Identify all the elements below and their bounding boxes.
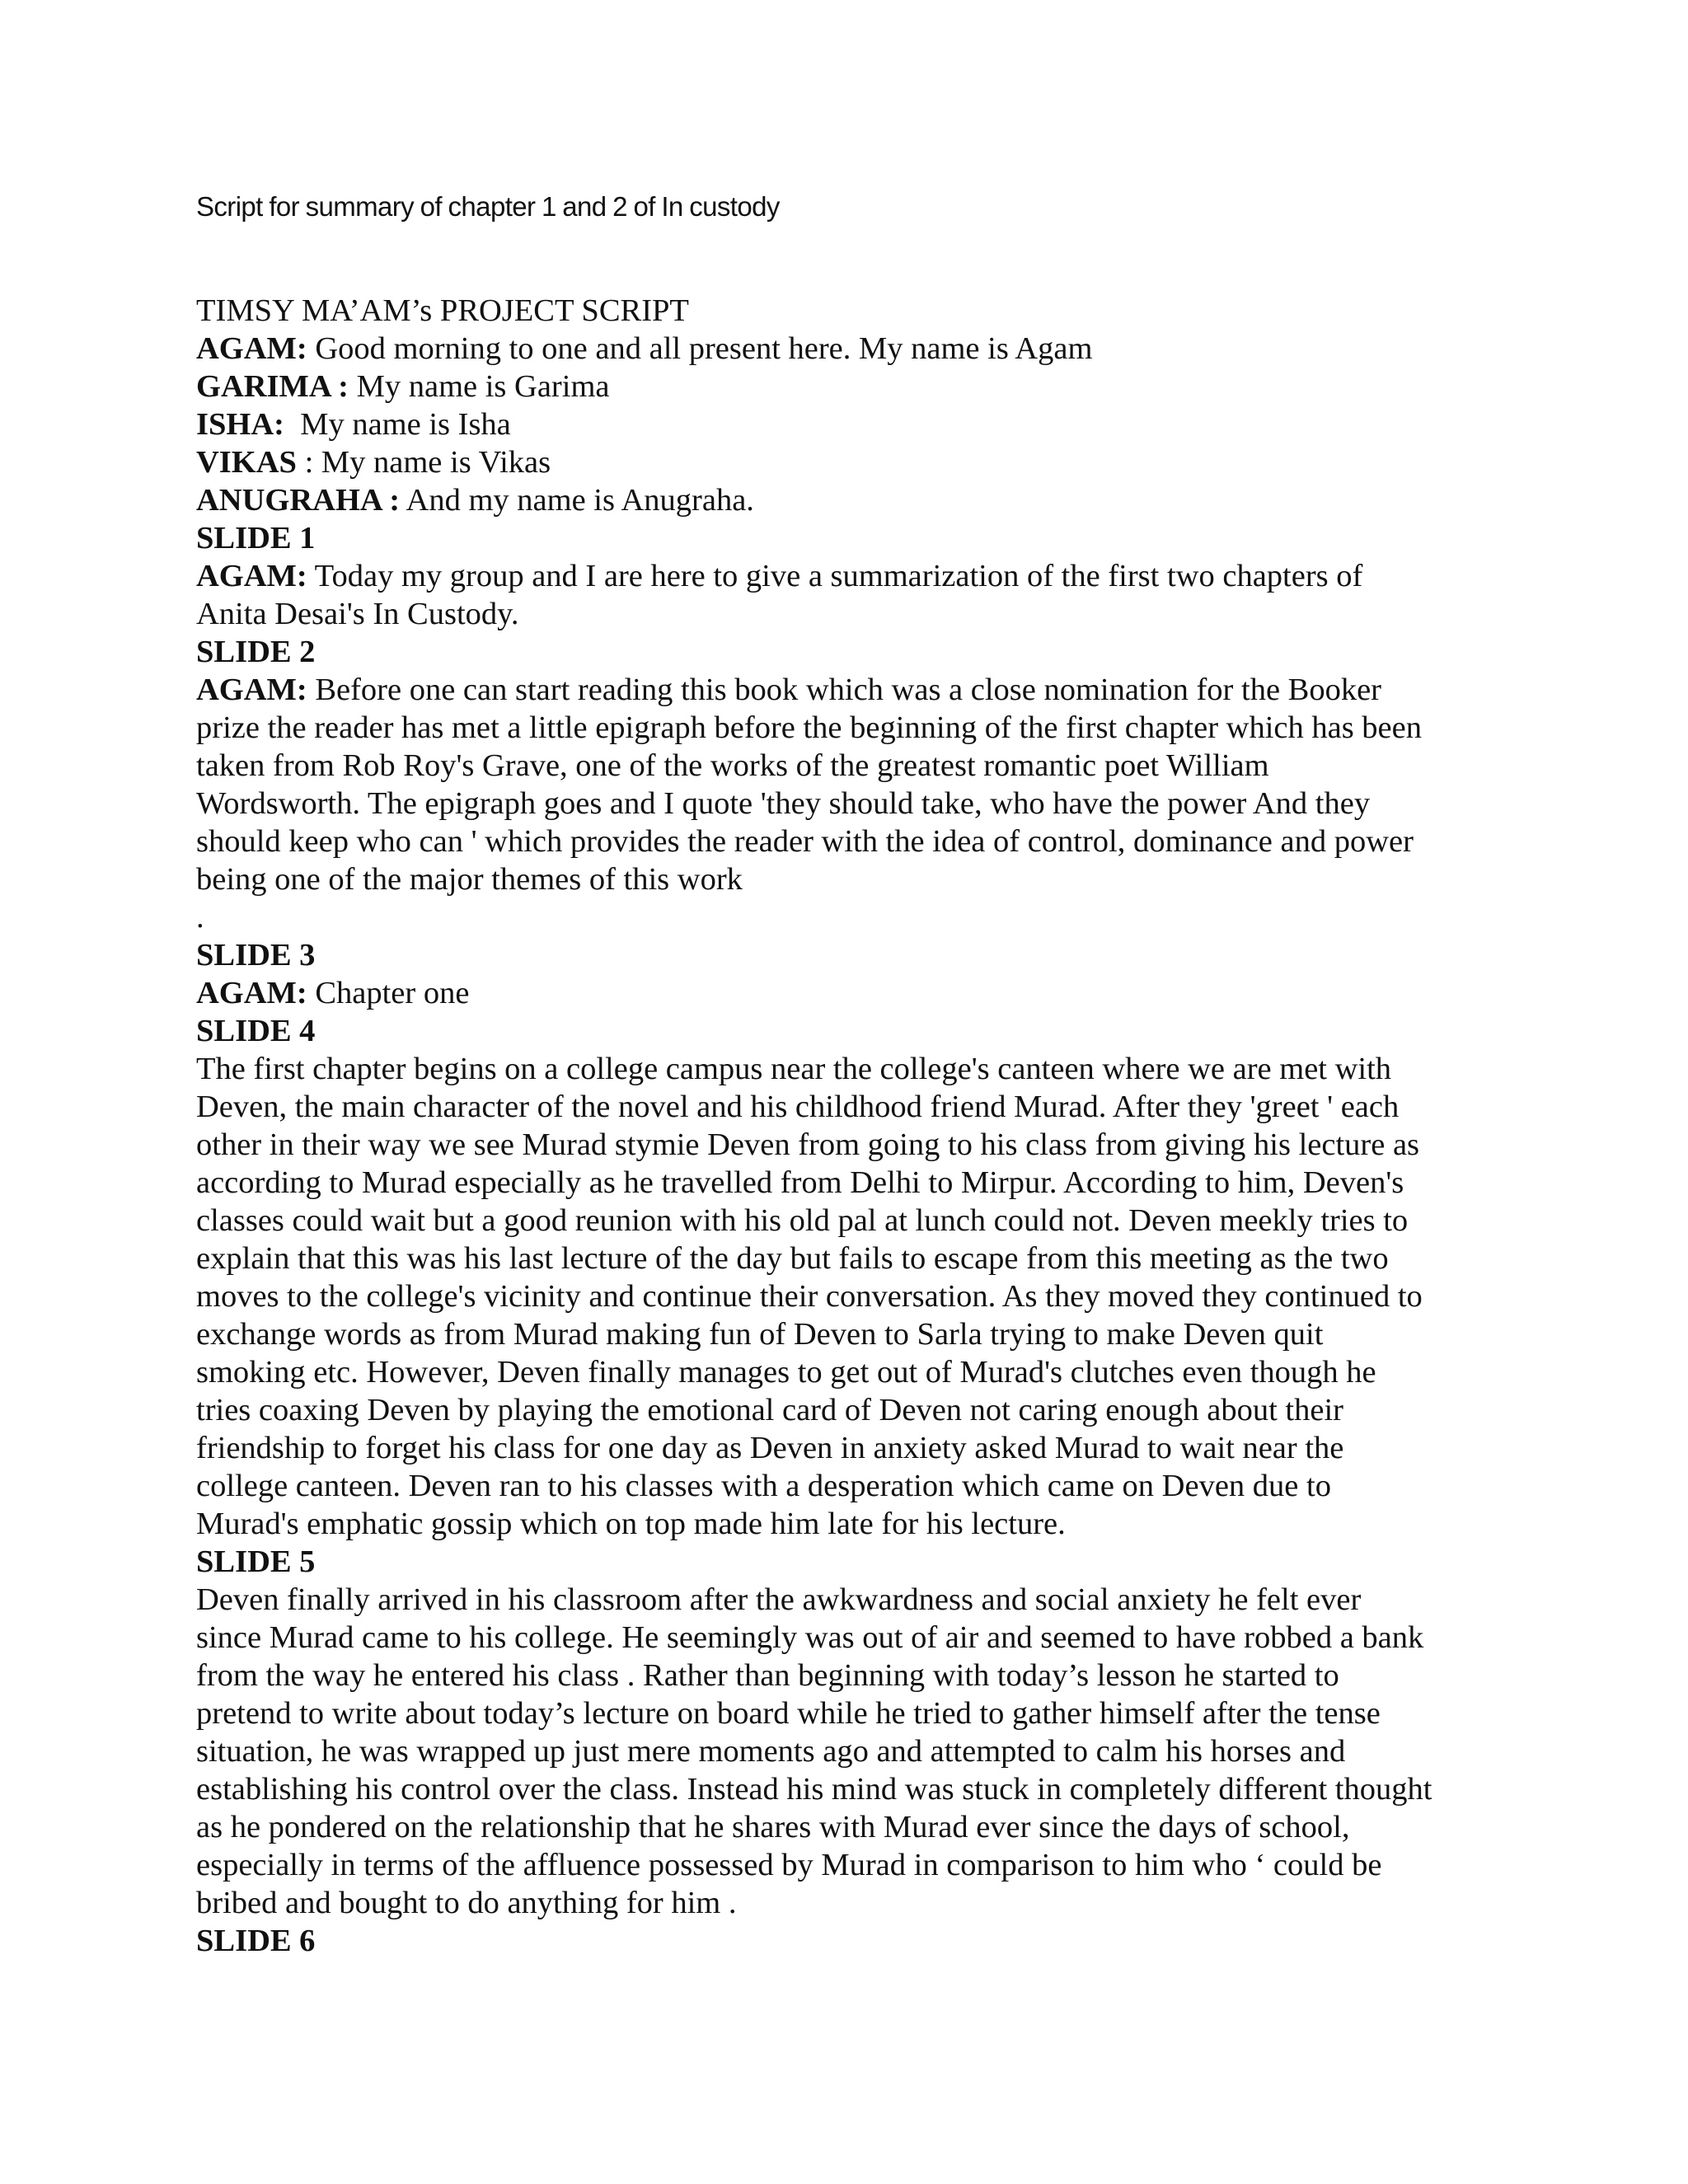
slide-4-line: tries coaxing Deven by playing the emotional card of Deven not caring enough about their — [196, 1393, 1343, 1427]
slide-4-label: SLIDE 4 — [196, 1014, 316, 1048]
intro-line-garima — [196, 368, 1482, 405]
slide-5-label: SLIDE 5 — [196, 1544, 316, 1579]
slide-1-line — [196, 557, 1482, 595]
speaker-name: ISHA: — [196, 407, 284, 442]
speaker-name: GARIMA : — [196, 369, 349, 404]
dialogue-text: And my name is Anugraha. — [400, 483, 754, 518]
slide-1-line: Anita Desai's In Custody. — [196, 597, 519, 631]
script-title: TIMSY MA’AM’s PROJECT SCRIPT — [196, 293, 689, 328]
intro-line-anugraha — [196, 481, 1482, 519]
slide-4-line: according to Murad especially as he travelled from Delhi to Mirpur. According to him, Deven's — [196, 1165, 1404, 1200]
speaker-name: AGAM: — [196, 673, 307, 707]
slide-5-line: situation, he was wrapped up just mere moments ago and attempted to calm his horses and — [196, 1734, 1346, 1769]
slide-4-line: Deven, the main character of the novel and his childhood friend Murad. After they 'greet ' each — [196, 1090, 1400, 1124]
speaker-name: AGAM: — [196, 331, 307, 366]
intro-line-isha — [196, 405, 1482, 443]
slide-2-line — [196, 671, 1482, 709]
speaker-name: AGAM: — [196, 976, 307, 1010]
intro-line-vikas — [196, 443, 1482, 481]
slide-4-line: The first chapter begins on a college campus near the college's canteen where we are met with — [196, 1052, 1392, 1086]
slide-5-line: as he pondered on the relationship that he shares with Murad ever since the days of school, — [196, 1810, 1350, 1844]
slide-5-line: bribed and bought to do anything for him . — [196, 1886, 737, 1920]
dialogue-text: My name is Isha — [284, 407, 511, 442]
slide-2-label: SLIDE 2 — [196, 635, 316, 669]
slide-5-line: pretend to write about today’s lecture on board while he tried to gather himself after the tense — [196, 1696, 1381, 1731]
slide-4-line: moves to the college's vicinity and continue their conversation. As they moved they continued to — [196, 1279, 1423, 1314]
slide-5-line: from the way he entered his class . Rather than beginning with today’s lesson he started to — [196, 1658, 1339, 1693]
dialogue-text: : My name is Vikas — [296, 445, 551, 480]
slide-4-line: explain that this was his last lecture of the day but fails to escape from this meeting as the two — [196, 1241, 1389, 1276]
intro-line-agam — [196, 330, 1482, 368]
speaker-name: VIKAS — [196, 445, 297, 480]
dialogue-text: My name is Garima — [349, 369, 610, 404]
slide-4-line: exchange words as from Murad making fun of Deven to Sarla trying to make Deven quit — [196, 1317, 1324, 1352]
slide-2-line: prize the reader has met a little epigraph before the beginning of the first chapter which has been — [196, 710, 1422, 745]
slide-4-line: classes could wait but a good reunion with his old pal at lunch could not. Deven meekly tries to — [196, 1203, 1409, 1238]
slide-2-line: being one of the major themes of this work — [196, 862, 743, 897]
slide-2-line: . — [196, 900, 204, 935]
slide-4-line: friendship to forget his class for one day as Deven in anxiety asked Murad to wait near the — [196, 1431, 1344, 1465]
slide-5-line: especially in terms of the affluence possessed by Murad in comparison to him who ‘ could be — [196, 1848, 1382, 1882]
slide-3-line — [196, 974, 1482, 1012]
document-heading: Script for summary of chapter 1 and 2 of In custody — [196, 191, 780, 222]
dialogue-text: Good morning to one and all present here. My name is Agam — [307, 331, 1093, 366]
slide-3-label: SLIDE 3 — [196, 938, 316, 972]
speaker-name: ANUGRAHA : — [196, 483, 401, 518]
slide-4-line: Murad's emphatic gossip which on top made him late for his lecture. — [196, 1507, 1066, 1541]
dialogue-text: Chapter one — [307, 976, 470, 1010]
slide-6-label: SLIDE 6 — [196, 1924, 316, 1958]
slide-1-label: SLIDE 1 — [196, 521, 316, 555]
slide-2-line: taken from Rob Roy's Grave, one of the works of the greatest romantic poet William — [196, 748, 1269, 783]
dialogue-text: Today my group and I are here to give a summarization of the first two chapters of — [307, 559, 1363, 593]
slide-4-line: college canteen. Deven ran to his classes with a desperation which came on Deven due to — [196, 1469, 1331, 1503]
slide-2-line: should keep who can ' which provides the reader with the idea of control, dominance and power — [196, 824, 1414, 859]
script-body — [196, 292, 1482, 1960]
dialogue-text: Before one can start reading this book which was a close nomination for the Booker — [307, 673, 1382, 707]
slide-2-line: Wordsworth. The epigraph goes and I quote 'they should take, who have the power And they — [196, 786, 1371, 821]
slide-5-line: Deven finally arrived in his classroom after the awkwardness and social anxiety he felt ever — [196, 1582, 1362, 1617]
slide-4-line: other in their way we see Murad stymie Deven from going to his class from giving his lecture as — [196, 1127, 1420, 1162]
slide-5-line: establishing his control over the class. Instead his mind was stuck in completely different thought — [196, 1772, 1432, 1807]
slide-5-line: since Murad came to his college. He seemingly was out of air and seemed to have robbed a bank — [196, 1620, 1424, 1655]
speaker-name: AGAM: — [196, 559, 307, 593]
slide-4-line: smoking etc. However, Deven finally manages to get out of Murad's clutches even though he — [196, 1355, 1376, 1390]
